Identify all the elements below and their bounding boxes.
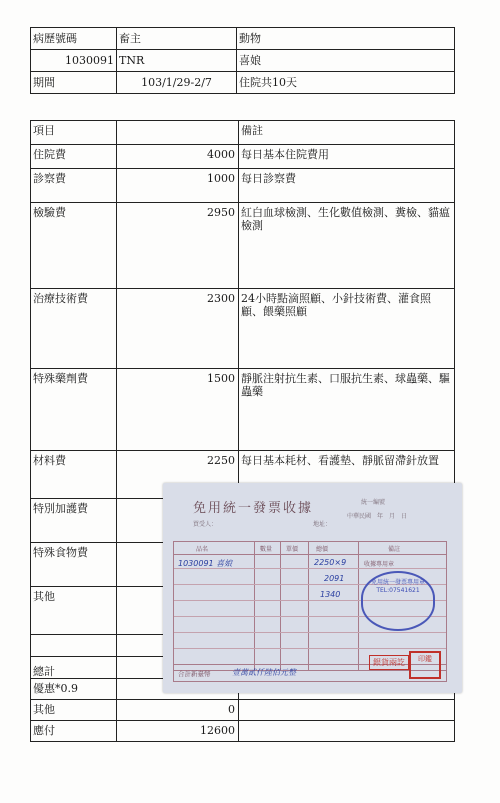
receipt-col-item: 品名 xyxy=(196,546,209,553)
item-amount: 2300 xyxy=(117,289,239,369)
receipt-tax-id-label: 統一編號 xyxy=(361,499,386,506)
receipt-title: 免用統一發票收據 xyxy=(193,501,314,516)
grid-line xyxy=(280,542,281,670)
handwritten-amount: 2250×9 xyxy=(314,558,347,567)
handwritten-subtotal-2: 1340 xyxy=(320,590,341,599)
animal-value: 喜娘 xyxy=(237,50,455,72)
item-amount: 2950 xyxy=(117,203,239,289)
receipt-col-note: 備註 xyxy=(388,546,401,553)
receipt-date-label: 中華民國 年 月 日 xyxy=(347,513,408,520)
table-row xyxy=(31,721,455,742)
item-name: 特別加護費 xyxy=(31,499,117,543)
handwritten-item: 1030091 喜娘 xyxy=(178,559,233,568)
amount-column-header xyxy=(117,121,239,145)
total-label: 總計 xyxy=(31,657,117,679)
other-label: 其他 xyxy=(31,700,117,721)
item-note: 每日基本住院費用 xyxy=(239,145,455,169)
owner-label: 畜主 xyxy=(117,28,237,50)
table-row xyxy=(31,289,455,369)
item-name: 其他 xyxy=(31,587,117,635)
table-row xyxy=(31,700,455,721)
paid-stamp: 銀貨兩訖 xyxy=(369,655,409,670)
square-seal-stamp: 印鑑 xyxy=(409,651,441,679)
grid-line xyxy=(174,632,446,633)
receipt-note: 收據專用章 xyxy=(364,561,395,568)
table-row xyxy=(31,50,455,72)
record-number-label: 病歷號碼 xyxy=(31,28,117,50)
patient-info-table xyxy=(30,27,455,94)
table-row xyxy=(31,28,455,50)
handwritten-subtotal-1: 2091 xyxy=(324,574,345,583)
receipt-col-total: 總價 xyxy=(316,546,329,553)
grid-line xyxy=(254,542,255,670)
payable-note xyxy=(239,721,455,742)
item-amount: 1500 xyxy=(117,369,239,451)
stay-length: 住院共10天 xyxy=(237,72,455,94)
item-note: 紅白血球檢測、生化數值檢測、糞檢、貓瘟檢測 xyxy=(239,203,455,289)
item-note: 靜脈注射抗生素、口服抗生素、球蟲藥、驅蟲藥 xyxy=(239,369,455,451)
item-name: 治療技術費 xyxy=(31,289,117,369)
item-name: 特殊食物費 xyxy=(31,543,117,587)
discount-label: 優惠*0.9 xyxy=(31,679,117,700)
item-amount: 1000 xyxy=(117,169,239,203)
table-row xyxy=(31,203,455,289)
other-amount: 0 xyxy=(117,700,239,721)
grid-line xyxy=(358,542,359,670)
note-column-header: 備註 xyxy=(239,121,455,145)
item-name: 材料費 xyxy=(31,451,117,499)
item-note: 每日診察費 xyxy=(239,169,455,203)
table-row xyxy=(31,169,455,203)
receipt-col-price: 單價 xyxy=(286,546,299,553)
grid-line xyxy=(174,648,446,649)
item-note: 每日基本耗材、看護墊、靜脈留滯針放置 xyxy=(239,451,455,499)
table-row xyxy=(31,145,455,169)
item-name: 診察費 xyxy=(31,169,117,203)
period-value: 103/1/29-2/7 xyxy=(117,72,237,94)
item-amount: 4000 xyxy=(117,145,239,169)
item-note: 24小時點滴照顧、小針技術費、灌食照顧、餵藥照顧 xyxy=(239,289,455,369)
shop-seal-text: 免用統一發票專用章 TEL:07541621 xyxy=(370,579,425,594)
other-note xyxy=(239,700,455,721)
period-label: 期間 xyxy=(31,72,117,94)
receipt-buyer-label: 買受人： xyxy=(193,521,218,528)
payable-label: 應付 xyxy=(31,721,117,742)
receipt-address-label: 地址： xyxy=(313,521,332,528)
item-name xyxy=(31,635,117,657)
record-number-value: 1030091 xyxy=(31,50,117,72)
grid-line xyxy=(308,542,309,670)
item-amount: 2250 xyxy=(117,451,239,499)
table-header-row xyxy=(31,121,455,145)
owner-value: TNR xyxy=(117,50,237,72)
item-name: 特殊藥劑費 xyxy=(31,369,117,451)
item-name: 住院費 xyxy=(31,145,117,169)
table-row xyxy=(31,72,455,94)
receipt-photo xyxy=(163,483,462,693)
animal-label: 動物 xyxy=(237,28,455,50)
table-row xyxy=(31,369,455,451)
shop-seal xyxy=(361,571,435,631)
item-name: 檢驗費 xyxy=(31,203,117,289)
payable-amount: 12600 xyxy=(117,721,239,742)
receipt-total-label: 合計新臺幣 xyxy=(178,670,211,678)
receipt-header-row xyxy=(174,542,446,555)
item-column-header: 項目 xyxy=(31,121,117,145)
receipt-total-handwritten: 壹萬貳仟陸佰元整 xyxy=(232,668,296,677)
receipt-col-qty: 數量 xyxy=(260,546,273,553)
